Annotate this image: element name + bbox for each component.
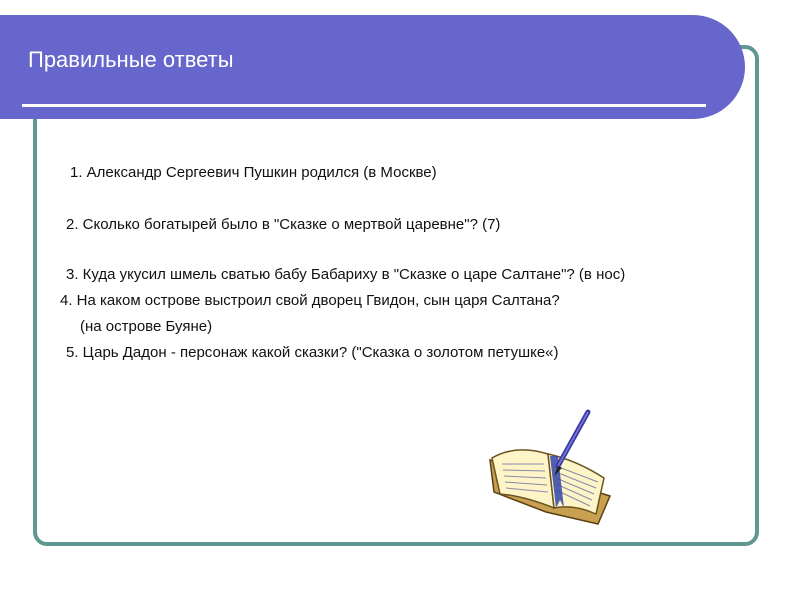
answer-4-response: (на острове Буяне) — [80, 318, 213, 335]
answer-1: 1. Александр Сергеевич Пушкин родился (в Москве) — [70, 164, 437, 181]
answer-4: 4. На каком острове выстроил свой дворец Гвидон, сын царя Салтана? — [60, 292, 560, 309]
open-book-with-pen-icon — [486, 408, 616, 533]
slide-title: Правильные ответы — [28, 47, 234, 72]
answer-5: 5. Царь Дадон - персонаж какой сказки? ("Сказка о золотом петушке«) — [66, 344, 559, 361]
title-underline — [22, 104, 706, 107]
answer-2: 2. Сколько богатырей было в "Сказке о мертвой царевне"? (7) — [66, 216, 501, 233]
answer-3: 3. Куда укусил шмель сватью бабу Бабариху в "Сказке о царе Салтане"? (в нос) — [66, 266, 626, 283]
